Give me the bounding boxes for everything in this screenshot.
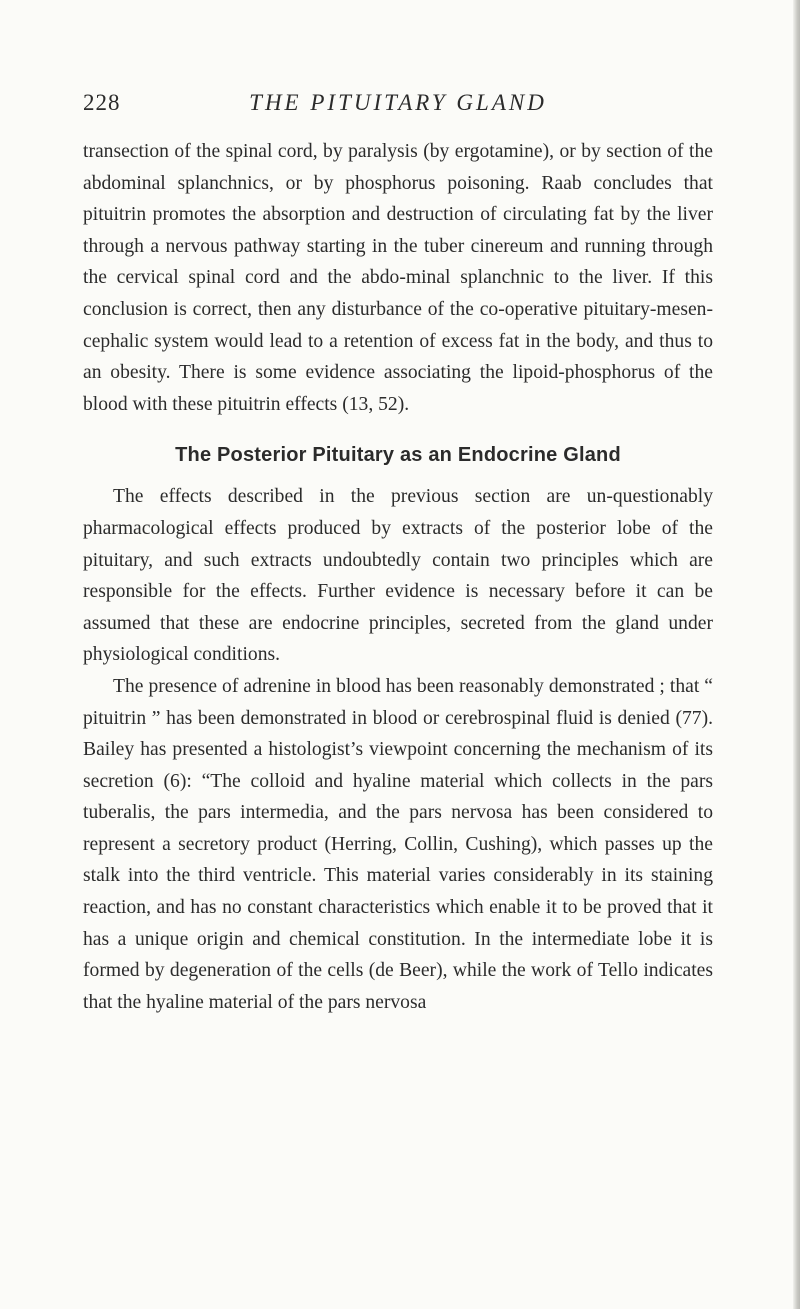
page-number: 228 bbox=[83, 90, 121, 115]
body-paragraph-3: The presence of adrenine in blood has been reasonably demonstrated ; that “ pituitrin ” has been demonstrated in blood or cerebrospinal fluid is denied (77). Bailey has presented a histologist’s viewpoint concerning the mechanism of its secretion (6): “The colloid and hyaline material which collects in the pars tuberalis, the pars intermedia, and the pars nervosa has been considered to represent a secretory product (Herring, Collin, Cushing), which passes up the stalk into the third ventricle. This material varies considerably in its staining reaction, and has no constant characteristics which enable it to be proved that it has a unique origin and chemical constitution. In the intermediate lobe it is formed by degeneration of the cells (de Beer), while the work of Tello indicates that the hyaline material of the pars nervosa bbox=[83, 675, 713, 1013]
running-head bbox=[83, 90, 713, 130]
body-paragraph-2: The effects described in the previous section are un-questionably pharmacological effects produced by extracts of the posterior lobe of the pituitary, and such extracts undoubtedly contain two principles which are responsible for the effects. Further evidence is necessary before it can be assumed that these are endocrine principles, secreted from the gland under physiological conditions. bbox=[83, 486, 713, 666]
page-edge-shadow bbox=[793, 0, 800, 1309]
running-title: THE PITUITARY GLAND bbox=[249, 90, 547, 115]
book-page bbox=[83, 90, 713, 1018]
body-paragraph-1: transection of the spinal cord, by paralysis (by ergotamine), or by section of the abdominal splanchnics, or by phosphorus poisoning. Raab concludes that pituitrin promotes the absorption and destruction of circulating fat by the liver through a nervous pathway starting in the tuber cinereum and running through the cervical spinal cord and the abdo-minal splanchnic to the liver. If this conclusion is correct, then any disturbance of the co-operative pituitary-mesen-cephalic system would lead to a retention of excess fat in the body, and thus to an obesity. There is some evidence associating the lipoid-phosphorus of the blood with these pituitrin effects (13, 52). bbox=[83, 141, 713, 415]
section-heading: The Posterior Pituitary as an Endocrine Gland bbox=[175, 444, 621, 467]
